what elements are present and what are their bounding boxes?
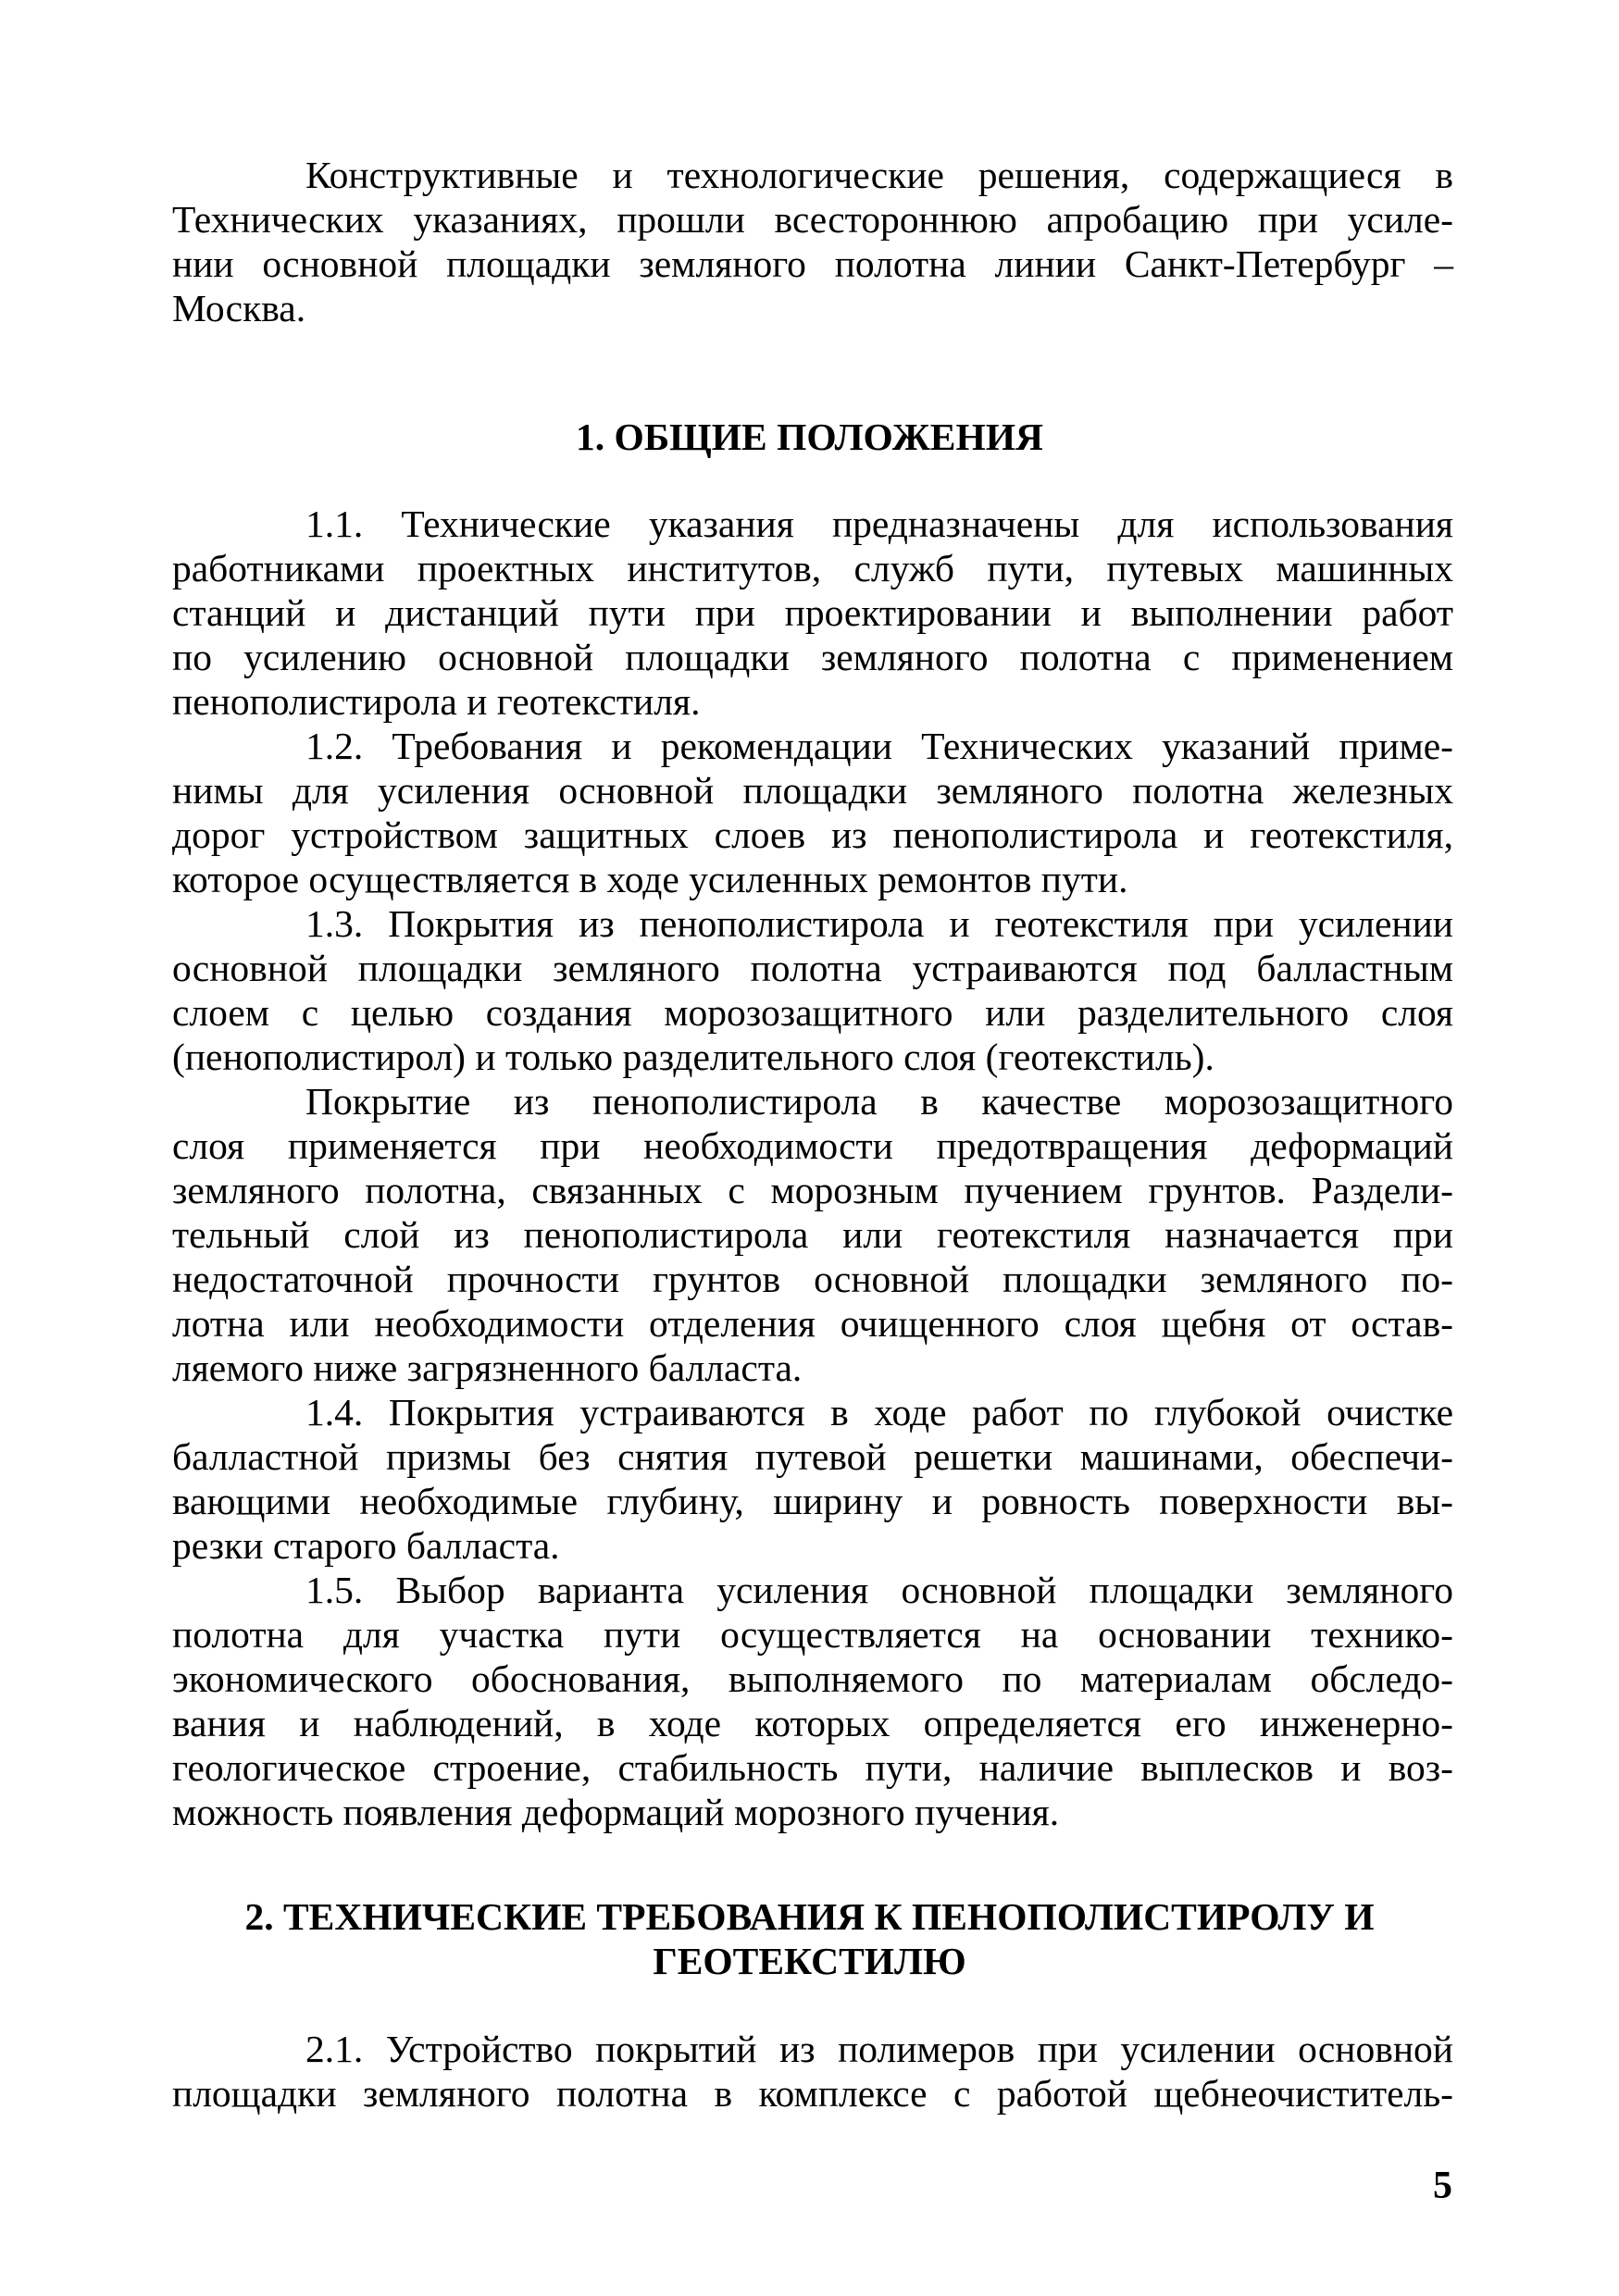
s1-line-2: работниками проектных институтов, служб пути, путевых машинных <box>172 547 1453 590</box>
intro-line-3: нии основной площадки земляного полотна линии Санкт-Петербург – <box>172 242 1453 285</box>
s1-line-13: (пенополистирол) и только разделительного слоя (геотекстиль). <box>172 1036 1214 1078</box>
intro-line-1: Конструктивные и технологические решения, содержащиеся в <box>305 154 1453 196</box>
s1-line-19: лотна или необходимости отделения очищенного слоя щебня от остав- <box>172 1302 1453 1345</box>
s1-line-7: нимы для усиления основной площадки земляного полотна железных <box>172 769 1453 812</box>
s1-line-21: 1.4. Покрытия устраиваются в ходе работ по глубокой очистке <box>305 1391 1453 1433</box>
s1-line-4: по усилению основной площадки земляного полотна с применением <box>172 636 1453 678</box>
section-2-heading-line-1: 2. ТЕХНИЧЕСКИЕ ТРЕБОВАНИЯ К ПЕНОПОЛИСТИРОЛУ И <box>244 1895 1375 1938</box>
section-2-heading-line-2: ГЕОТЕКСТИЛЮ <box>653 1940 966 1982</box>
s1-line-9: которое осуществляется в ходе усиленных ремонтов пути. <box>172 858 1128 900</box>
s1-line-10: 1.3. Покрытия из пенополистирола и геотекстиля при усилении <box>305 902 1453 945</box>
s1-line-11: основной площадки земляного полотна устраиваются под балластным <box>172 947 1453 989</box>
s1-line-3: станций и дистанций пути при проектировании и выполнении работ <box>172 591 1453 634</box>
s1-line-8: дорог устройством защитных слоев из пенополистирола и геотекстиля, <box>172 813 1453 856</box>
s1-line-24: резки старого балласта. <box>172 1524 560 1567</box>
s1-line-23: вающими необходимые глубину, ширину и ровность поверхности вы- <box>172 1480 1453 1522</box>
s1-line-6: 1.2. Требования и рекомендации Технических указаний приме- <box>305 725 1453 767</box>
s1-line-5: пенополистирола и геотекстиля. <box>172 680 701 723</box>
s1-line-26: полотна для участка пути осуществляется на основании технико- <box>172 1613 1453 1656</box>
s1-line-15: слоя применяется при необходимости предотвращения деформаций <box>172 1124 1453 1167</box>
s1-line-16: земляного полотна, связанных с морозным пучением грунтов. Раздели- <box>172 1169 1453 1211</box>
s1-line-25: 1.5. Выбор варианта усиления основной площадки земляного <box>305 1569 1453 1611</box>
page-number: 5 <box>1433 2165 1452 2207</box>
s2-line-2: площадки земляного полотна в комплексе с работой щебнеочиститель- <box>172 2072 1453 2115</box>
s1-line-18: недостаточной прочности грунтов основной площадки земляного по- <box>172 1258 1453 1300</box>
s1-line-14: Покрытие из пенополистирола в качестве морозозащитного <box>305 1080 1453 1123</box>
s1-line-22: балластной призмы без снятия путевой решетки машинами, обеспечи- <box>172 1435 1453 1478</box>
section-1-heading: 1. ОБЩИЕ ПОЛОЖЕНИЯ <box>575 416 1044 458</box>
s1-line-12: слоем с целью создания морозозащитного или разделительного слоя <box>172 991 1453 1034</box>
s1-line-17: тельный слой из пенополистирола или геотекстиля назначается при <box>172 1213 1453 1256</box>
intro-line-2: Технических указаниях, прошли всестороннюю апробацию при усиле- <box>172 198 1453 241</box>
s1-line-29: геологическое строение, стабильность пути, наличие выплесков и воз- <box>172 1746 1453 1789</box>
s1-line-1: 1.1. Технические указания предназначены для использования <box>305 503 1453 545</box>
s2-line-1: 2.1. Устройство покрытий из полимеров при усилении основной <box>305 2028 1453 2070</box>
s1-line-20: ляемого ниже загрязненного балласта. <box>172 1347 803 1389</box>
s1-line-27: экономического обоснования, выполняемого по материалам обследо- <box>172 1657 1453 1700</box>
s1-line-28: вания и наблюдений, в ходе которых определяется его инженерно- <box>172 1702 1453 1744</box>
intro-line-4: Москва. <box>172 287 306 329</box>
s1-line-30: можность появления деформаций морозного пучения. <box>172 1791 1060 1833</box>
